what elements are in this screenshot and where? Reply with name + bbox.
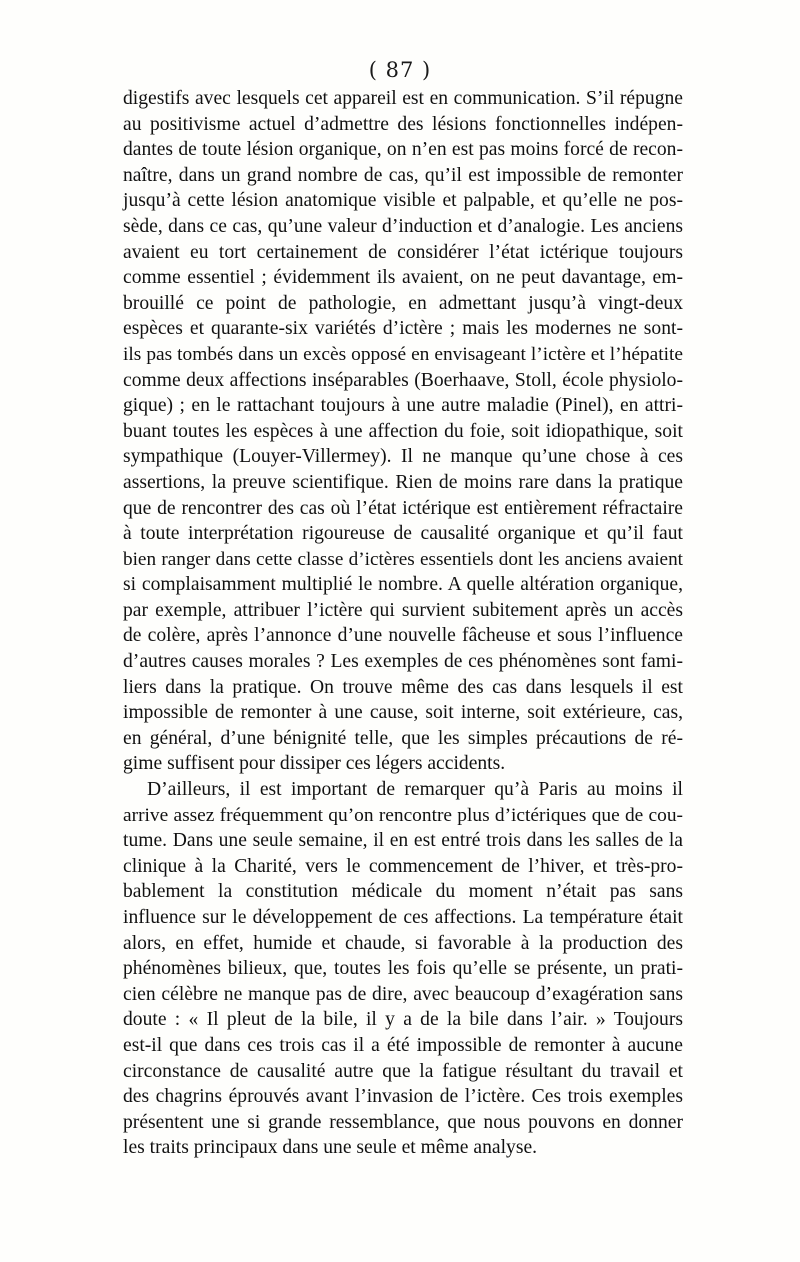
text-line: en général, d’une bénignité telle, que les simples précautions de ré- bbox=[123, 727, 683, 749]
text-line: naître, dans un grand nombre de cas, qu’il est impossible de remonter bbox=[123, 164, 683, 186]
text-line: au positivisme actuel d’admettre des lésions fonctionnelles indépen- bbox=[123, 113, 683, 135]
text-line: par exemple, attribuer l’ictère qui survient subitement après un accès bbox=[123, 599, 683, 621]
text-line: si complaisamment multiplié le nombre. A quelle altération organique, bbox=[123, 574, 683, 596]
text-line: sède, dans ce cas, qu’une valeur d’induction et d’analogie. Les anciens bbox=[123, 215, 683, 237]
text-line: impossible de remonter à une cause, soit interne, soit extérieure, cas, bbox=[123, 702, 683, 724]
text-line: clinique à la Charité, vers le commencement de l’hiver, et très-pro- bbox=[123, 855, 683, 877]
text-line: comme essentiel ; évidemment ils avaient, on ne peut davantage, em- bbox=[123, 267, 683, 289]
text-line: arrive assez fréquemment qu’on rencontre plus d’ictériques que de cou- bbox=[123, 804, 683, 826]
body-text bbox=[123, 86, 683, 1161]
text-line: tume. Dans une seule semaine, il en est entré trois dans les salles de la bbox=[123, 830, 683, 852]
text-line: bablement la constitution médicale du moment n’était pas sans bbox=[123, 881, 683, 903]
text-line: sympathique (Louyer-Villermey). Il ne manque qu’une chose à ces bbox=[123, 446, 683, 468]
text-line: présentent une si grande ressemblance, que nous pouvons en donner bbox=[123, 1111, 683, 1133]
paragraph-2 bbox=[123, 777, 683, 1161]
paragraph-1 bbox=[123, 86, 683, 777]
text-line: circonstance de causalité autre que la fatigue résultant du travail et bbox=[123, 1060, 683, 1082]
text-line: phénomènes bilieux, que, toutes les fois qu’elle se présente, un prati- bbox=[123, 958, 683, 980]
text-line: influence sur le développement de ces affections. La température était bbox=[123, 907, 683, 928]
page-number: ( 87 ) bbox=[368, 58, 432, 82]
text-line: bien ranger dans cette classe d’ictères essentiels dont les anciens avaient bbox=[123, 548, 683, 570]
text-line: d’autres causes morales ? Les exemples de ces phénomènes sont fami- bbox=[123, 651, 683, 673]
text-line: cien célèbre ne manque pas de dire, avec beaucoup d’exagération sans bbox=[123, 983, 683, 1005]
text-line: espèces et quarante-six variétés d’ictère ; mais les modernes ne sont- bbox=[123, 318, 683, 340]
text-line: des chagrins éprouvés avant l’invasion de l’ictère. Ces trois exemples bbox=[123, 1086, 683, 1108]
text-line: que de rencontrer des cas où l’état ictérique est entièrement réfractaire bbox=[123, 497, 683, 519]
text-line: digestifs avec lesquels cet appareil est en communication. S’il répugne bbox=[123, 88, 683, 109]
text-line: alors, en effet, humide et chaude, si favorable à la production des bbox=[123, 932, 683, 954]
text-line: à toute interprétation rigoureuse de causalité organique et qu’il faut bbox=[123, 523, 683, 545]
text-line: ils pas tombés dans un excès opposé en envisageant l’ictère et l’hépatite bbox=[123, 343, 683, 365]
text-line: buant toutes les espèces à une affection du foie, soit idiopathique, soit bbox=[123, 420, 683, 442]
text-line: gime suffisent pour dissiper ces légers accidents. bbox=[123, 753, 506, 775]
text-line: jusqu’à cette lésion anatomique visible et palpable, et qu’elle ne pos- bbox=[123, 190, 683, 212]
text-line: doute : « Il pleut de la bile, il y a de la bile dans l’air. » Toujours bbox=[123, 1009, 683, 1031]
text-line: de colère, après l’annonce d’une nouvelle fâcheuse et sous l’influence bbox=[123, 625, 683, 647]
text-line: avaient eu tort certainement de considérer l’état ictérique toujours bbox=[123, 241, 683, 263]
text-line: liers dans la pratique. On trouve même des cas dans lesquels il est bbox=[123, 676, 683, 698]
text-line: brouillé ce point de pathologie, en admettant jusqu’à vingt-deux bbox=[123, 292, 683, 314]
text-line: D’ailleurs, il est important de remarquer qu’à Paris au moins il bbox=[147, 779, 683, 801]
text-line: est-il que dans ces trois cas il a été impossible de remonter à aucune bbox=[123, 1034, 683, 1056]
text-line: assertions, la preuve scientifique. Rien de moins rare dans la pratique bbox=[123, 471, 683, 493]
text-line: gique) ; en le rattachant toujours à une autre maladie (Pinel), en attri- bbox=[123, 395, 683, 417]
text-line: dantes de toute lésion organique, on n’en est pas moins forcé de recon- bbox=[123, 139, 683, 161]
text-line: comme deux affections inséparables (Boerhaave, Stoll, école physiolo- bbox=[123, 369, 683, 391]
text-line: les traits principaux dans une seule et même analyse. bbox=[123, 1137, 538, 1159]
